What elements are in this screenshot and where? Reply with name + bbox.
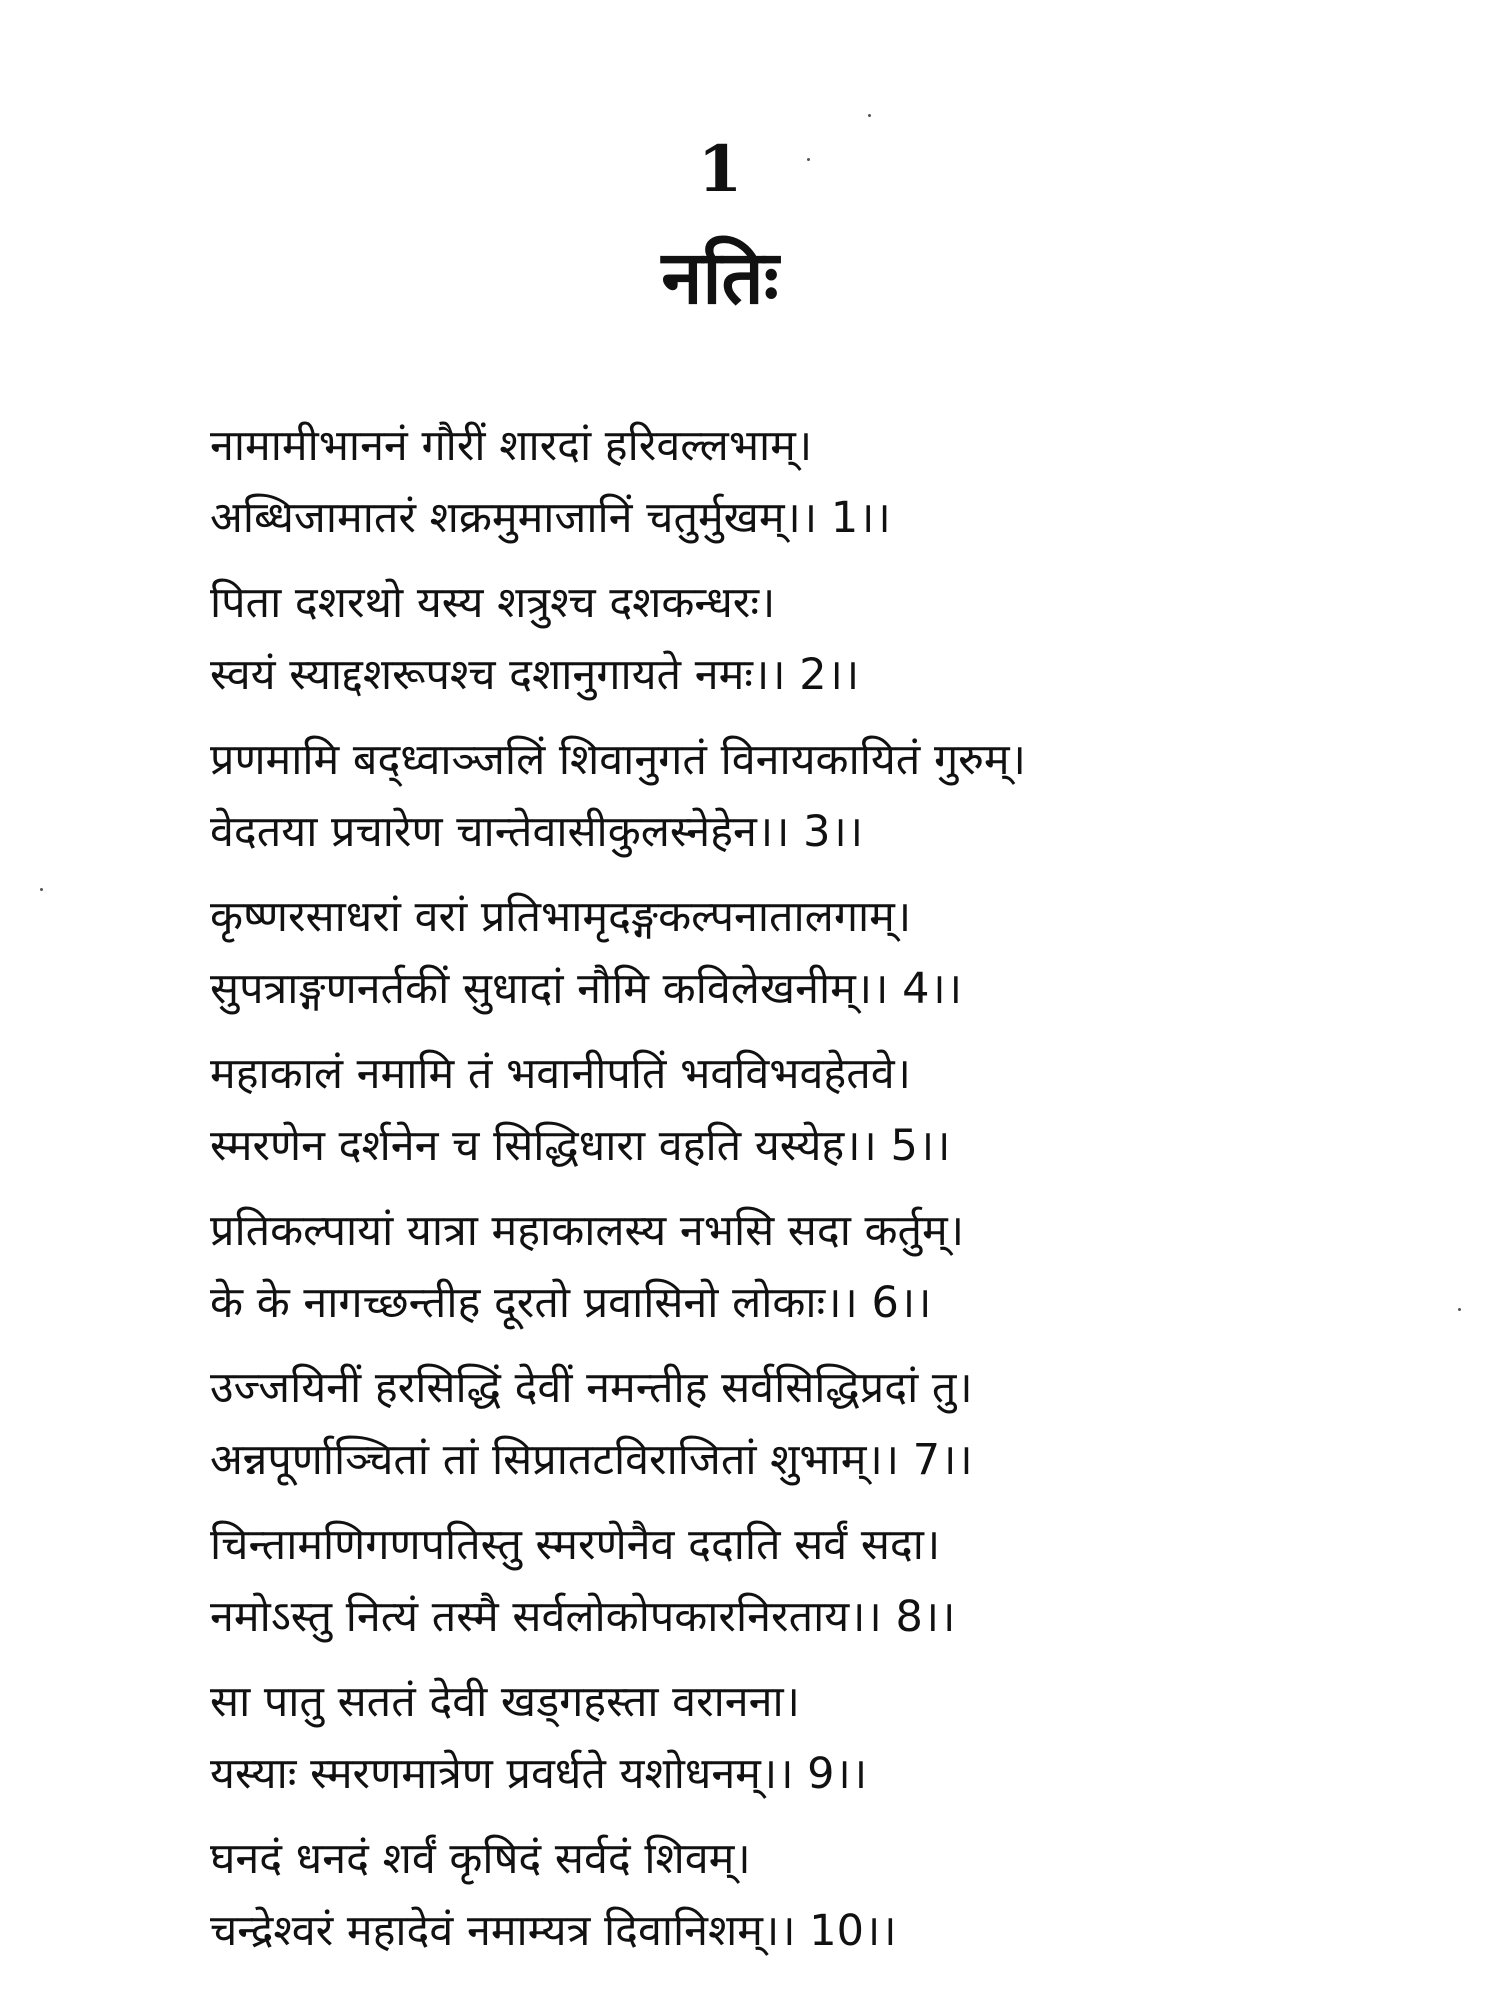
verse-10	[210, 1823, 1470, 1967]
verse-line: चिन्तामणिगणपतिस्तु स्मरणेनैव ददाति सर्वं सदा।	[210, 1520, 941, 1570]
verse-8	[210, 1509, 1470, 1653]
verse-line: प्रतिकल्पायां यात्रा महाकालस्य नभसि सदा कर्तुम्।	[210, 1206, 965, 1256]
verse-3	[210, 724, 1470, 868]
verse-line: स्मरणेन दर्शनेन च सिद्धिधारा वहति यस्येह।। 5।।	[210, 1121, 951, 1171]
verse-line: महाकालं नमामि तं भवानीपतिं भवविभवहेतवे।	[210, 1049, 911, 1099]
verse-line: सुपत्राङ्गणनर्तकीं सुधादां नौमि कविलेखनीम्।। 4।।	[210, 964, 963, 1014]
verse-line: नमोऽस्तु नित्यं तस्मै सर्वलोकोपकारनिरताय।। 8।।	[210, 1592, 956, 1642]
verse-7	[210, 1352, 1470, 1496]
verse-line: पिता दशरथो यस्य शत्रुश्च दशकन्धरः।	[210, 578, 776, 628]
verse-line: वेदतया प्रचारेण चान्तेवासीकुलस्नेहेन।। 3।।	[210, 807, 864, 857]
verse-line: घनदं धनदं शर्वं कृषिदं सर्वदं शिवम्।	[210, 1834, 751, 1884]
scan-speck	[807, 158, 810, 161]
verse-1	[210, 410, 1470, 554]
verse-9	[210, 1666, 1470, 1810]
scan-speck	[40, 888, 43, 891]
verse-line: कृष्णरसाधरां वरां प्रतिभामृदङ्गकल्पनातालगाम्।	[210, 892, 912, 942]
verse-line: अब्धिजामातरं शक्रमुमाजानिं चतुर्मुखम्।। 1।।	[210, 493, 891, 543]
chapter-number: 1	[697, 132, 743, 207]
verse-line: प्रणमामि बद्ध्वाञ्जलिं शिवानुगतं विनायकायितं गुरुम्।	[210, 735, 1026, 785]
verse-list	[210, 410, 1470, 1980]
verse-2	[210, 567, 1470, 711]
verse-line: उज्जयिनीं हरसिद्धिं देवीं नमन्तीह सर्वसिद्धिप्रदां तु।	[210, 1363, 973, 1413]
scan-speck	[868, 114, 871, 117]
verse-line: के के नागच्छन्तीह दूरतो प्रवासिनो लोकाः।। 6।।	[210, 1278, 932, 1328]
verse-line: यस्याः स्मरणमात्रेण प्रवर्धते यशोधनम्।। 9।।	[210, 1749, 868, 1799]
verse-line: अन्नपूर्णाञ्चितां तां सिप्रातटविराजितां शुभाम्।। 7।।	[210, 1435, 973, 1485]
verse-6	[210, 1195, 1470, 1339]
verse-line: नामामीभाननं गौरीं शारदां हरिवल्लभाम्।	[210, 421, 813, 471]
verse-5	[210, 1038, 1470, 1182]
verse-line: चन्द्रेश्वरं महादेवं नमाम्यत्र दिवानिशम्।। 10।।	[210, 1906, 897, 1956]
verse-line: स्वयं स्याद्दशरूपश्च दशानुगायते नमः।। 2।।	[210, 650, 860, 700]
chapter-title: नतिः	[661, 235, 779, 321]
scan-speck	[1458, 1308, 1461, 1311]
verse-4	[210, 881, 1470, 1025]
verse-line: सा पातु सततं देवी खड्गहस्ता वरानना।	[210, 1677, 800, 1727]
